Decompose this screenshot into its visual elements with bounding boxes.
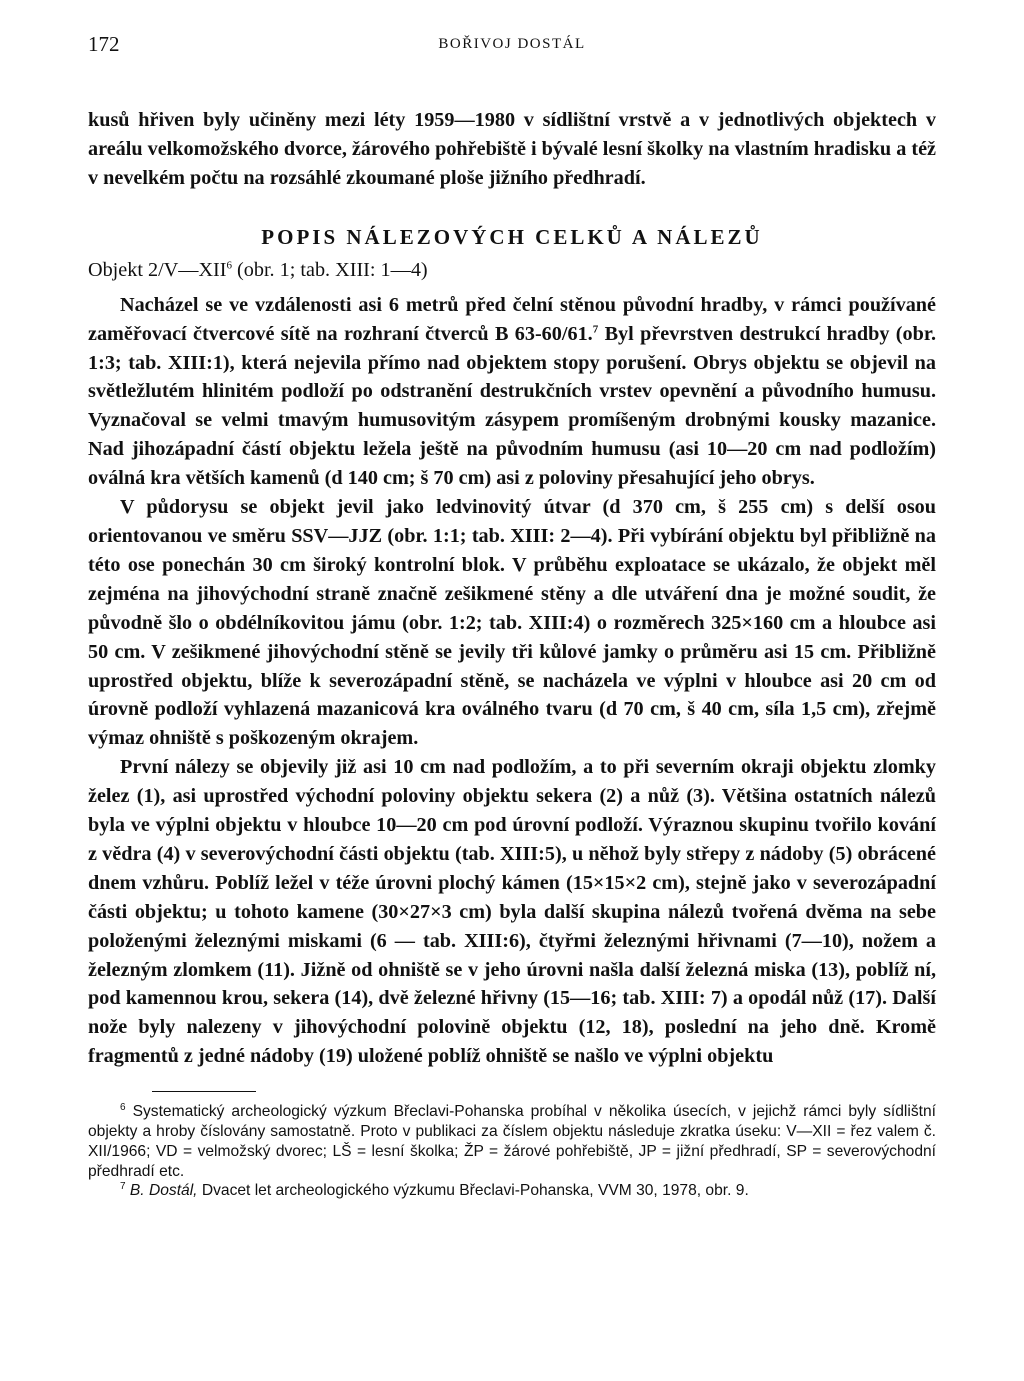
paragraph-1-part-1: Nacházel se ve vzdálenosti asi 6 metrů před čelní stěnou původní hradby, v rámci používané zaměřovací čtvercové sítě na rozhraní čtverců B 63-60/61. [88,293,936,345]
paragraph-3: První nálezy se objevily již asi 10 cm nad podložím, a to při severním okraji objektu zlomky želez (1), asi uprostřed východní poloviny objektu sekera (2) a nůž (3). Většina ostatních nálezů byla ve výplni objektu v hloubce 10—20 cm pod úrovní podloží. Výraznou skupinu tvořilo kování z vědra (4) v severovýchodní části objektu (tab. XIII:5), u něhož byly střepy z nádoby (5) obrácené dnem vzhůru. Poblíž ležel v téže úrovni plochý kámen (15×15×2 cm), stejně jako v severozápadní části objektu; u tohoto kamene (30×27×3 cm) byla další skupina nálezů tvořená dvěma na sebe položenými železnými miskami (6 — tab. XIII:6), čtyřmi železnými hřivnami (7—10), nožem a železným zlomkem (11). Jižně od ohniště se v jeho úrovni našla další železná miska (13), poblíž ní, pod kamennou krou, sekera (14), dvě železné hřivny (15—16; tab. XIII: 7) a opodál nůž (17). Další nože byly nalezeny v jihovýchodní polovině objektu (12, 18), poslední na jeho dně. Kromě fragmentů z jedné nádoby (19) uložené poblíž ohniště se našlo ve výplni objektu [88,756,936,1068]
footnote-6-number: 6 [120,1102,126,1113]
object-heading-footnote-mark: 6 [226,258,232,271]
object-heading-label: Objekt 2/V—XII [88,258,227,281]
page-number: 172 [88,32,120,56]
footnote-6-text: Systematický archeologický výzkum Břeclavi-Pohanska probíhal v několika úsecích, v jejichž rámci byly sídlištní objekty a hroby číslovány samostatně. Proto v publikaci za číslem objektu následuje zkratka úseku: V—XII = řez valem č. XII/1966; VD = velmožský dvorec; LŠ = lesní školka; ŽP = žárové pohřebiště, JP = jižní předhradí, SP = severovýchodní předhradí etc. [88,1103,936,1180]
paragraph-2: V půdorysu se objekt jevil jako ledvinovitý útvar (d 370 cm, š 255 cm) s delší osou orientovanou ve směru SSV—JJZ (obr. 1:1; tab. XIII: 2—4). Při vybírání objektu byl přibližně na této ose ponechán 30 cm široký kontrolní blok. V průběhu exploatace se ukázalo, že objekt měl zejména na jihovýchodní straně značně zešikmené stěny a dle utváření dna je možné soudit, že původně šlo o obdélníkovitou jámu (obr. 1:2; tab. XIII:4) o rozměrech 325×160 cm a hloubce asi 50 cm. V zešikmené jihovýchodní stěně se jevily tři kůlové jamky o průměru asi 15 cm. Přibližně uprostřed objektu, blíže k severozápadní stěně, se nacházela ve výplni v hloubce asi 20 cm od úrovně podloží vyhlazená mazanicová kra oválného tvaru (d 70 cm, š 40 cm, síla 1,5 cm), zřejmě výmaz ohniště s poškozeným okrajem. [88,496,936,750]
intro-paragraph: kusů hřiven byly učiněny mezi léty 1959—1980 v sídlištní vrstvě a v jednotlivých objektech v areálu velkomožského dvorce, žárového pohřebiště i bývalé lesní školky na vlastním hradisku a též v nevelkém počtu na rozsáhlé zkoumané ploše jižního předhradí. [88,109,936,189]
footnote-7-number: 7 [120,1181,126,1193]
paragraph-1 [88,291,936,493]
section-heading: POPIS NÁLEZOVÝCH CELKŮ A NÁLEZŮ [261,224,763,249]
page-header [88,26,936,66]
footnotes [88,1102,936,1201]
footnote-7-text: Dvacet let archeologického výzkumu Břeclavi-Pohanska, VVM 30, 1978, obr. 9. [197,1182,749,1200]
footnote-6 [88,1102,936,1181]
document-page [88,26,936,1201]
footnote-7-author: B. Dostál, [129,1182,198,1200]
footnote-divider [152,1091,256,1092]
running-head: BOŘIVOJ DOSTÁL [438,36,586,52]
footnote-7 [88,1181,936,1201]
object-heading-reference: (obr. 1; tab. XIII: 1—4) [231,258,428,281]
paragraph-1-footnote-mark: 7 [592,322,599,335]
object-heading [88,256,936,285]
paragraph-1-part-2: Byl převrstven destrukcí hradby (obr. 1:3; tab. XIII:1), která nejevila přímo nad objektem stopy porušení. Obrys objektu se objevil na světležlutém hlinitém podloží po odstranění destrukčních vrstev opevnění a původního humusu. Vyznačoval se velmi tmavým humusovitým zásypem promíšeným drobnými kousky mazanice. Nad jihozápadní částí objektu ležela ještě na původním humusu (asi 10—20 cm nad podložím) oválná kra větších kamenů (d 140 cm; š 70 cm) asi z poloviny přesahující jeho obrys. [88,322,936,490]
